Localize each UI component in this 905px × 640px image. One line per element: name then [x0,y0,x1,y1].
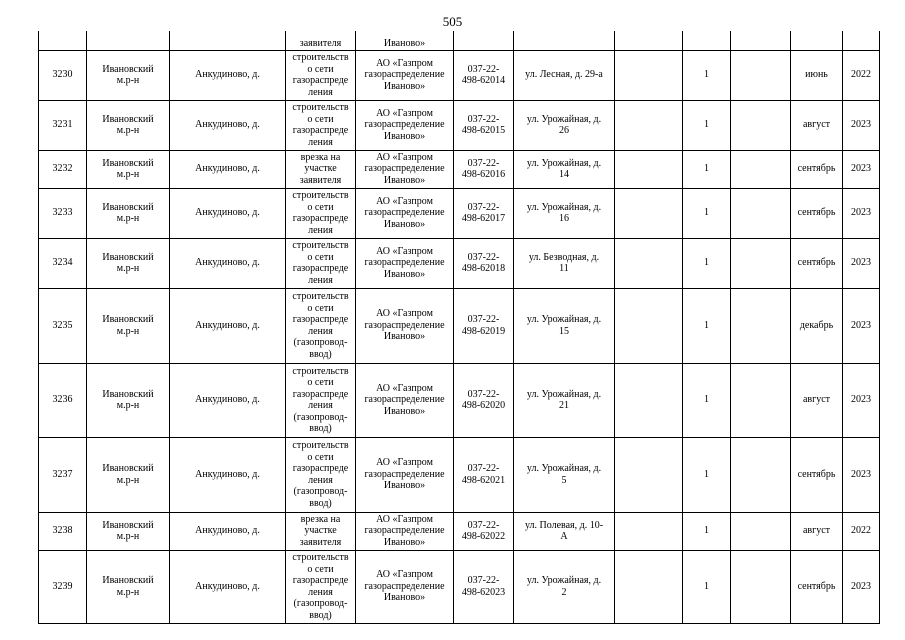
table-row [39,238,880,288]
cell-work: врезка на участке заявителя [286,150,356,188]
cell-address: ул. Полевая, д. 10- А [514,512,615,550]
cell-blank [615,150,683,188]
cell-code: 037-22- 498-62022 [454,512,514,550]
page-number: 505 [442,14,463,29]
cell-work: строительств о сети газораспреде ления [286,238,356,288]
cell-blank [731,150,791,188]
cell-blank [731,550,791,623]
cell-month: июнь [791,50,843,100]
cell-year: 2023 [843,238,880,288]
cell-settlement [170,31,286,50]
cell-district [87,31,170,50]
cell-num: 3236 [39,363,87,437]
cell-district: Ивановский м.р-н [87,288,170,363]
cell-code: 037-22- 498-62017 [454,188,514,238]
cell-district: Ивановский м.р-н [87,50,170,100]
cell-blank [615,188,683,238]
cell-blank [615,100,683,150]
cell-blank [731,238,791,288]
cell-org: АО «Газпром газораспределение Иваново» [356,100,454,150]
cell-work: строительств о сети газораспреде ления (газопровод- ввод) [286,288,356,363]
table-row [39,550,880,623]
cell-org: АО «Газпром газораспределение Иваново» [356,238,454,288]
cell-blank [731,50,791,100]
cell-district: Ивановский м.р-н [87,437,170,512]
table-row [39,437,880,512]
cell-qty: 1 [683,238,731,288]
cell-work: строительств о сети газораспреде ления (газопровод- ввод) [286,550,356,623]
continuation-row [39,31,880,50]
cell-qty: 1 [683,188,731,238]
table-row [39,188,880,238]
cell-month: сентябрь [791,188,843,238]
cell-code [454,31,514,50]
table-row [39,512,880,550]
cell-work: заявителя [286,31,356,50]
cell-month: август [791,100,843,150]
cell-blank [615,31,683,50]
cell-year: 2023 [843,100,880,150]
cell-work: строительств о сети газораспреде ления [286,188,356,238]
cell-qty: 1 [683,550,731,623]
cell-num: 3233 [39,188,87,238]
cell-num: 3238 [39,512,87,550]
cell-month: август [791,363,843,437]
cell-address: ул. Урожайная, д. 5 [514,437,615,512]
cell-settlement: Анкудиново, д. [170,150,286,188]
cell-address: ул. Урожайная, д. 21 [514,363,615,437]
cell-num: 3231 [39,100,87,150]
cell-blank [615,238,683,288]
cell-blank [731,100,791,150]
cell-qty: 1 [683,512,731,550]
cell-qty: 1 [683,50,731,100]
cell-month: сентябрь [791,550,843,623]
cell-qty: 1 [683,150,731,188]
table-row [39,150,880,188]
cell-qty: 1 [683,288,731,363]
cell-settlement: Анкудиново, д. [170,512,286,550]
cell-blank [731,363,791,437]
cell-code: 037-22- 498-62023 [454,550,514,623]
cell-num: 3237 [39,437,87,512]
cell-org: АО «Газпром газораспределение Иваново» [356,288,454,363]
cell-settlement: Анкудиново, д. [170,550,286,623]
cell-year: 2022 [843,50,880,100]
cell-year [843,31,880,50]
cell-num [39,31,87,50]
cell-num: 3235 [39,288,87,363]
cell-address: ул. Урожайная, д. 16 [514,188,615,238]
cell-address: ул. Урожайная, д. 2 [514,550,615,623]
cell-blank [731,288,791,363]
cell-year: 2023 [843,288,880,363]
cell-blank [731,31,791,50]
cell-settlement: Анкудиново, д. [170,288,286,363]
cell-year: 2023 [843,363,880,437]
cell-work: строительств о сети газораспреде ления (газопровод- ввод) [286,437,356,512]
cell-month: сентябрь [791,150,843,188]
cell-district: Ивановский м.р-н [87,100,170,150]
cell-code: 037-22- 498-62014 [454,50,514,100]
cell-month: август [791,512,843,550]
cell-org: АО «Газпром газораспределение Иваново» [356,150,454,188]
cell-settlement: Анкудиново, д. [170,100,286,150]
cell-district: Ивановский м.р-н [87,363,170,437]
table-body [39,31,880,623]
cell-blank [731,512,791,550]
cell-num: 3232 [39,150,87,188]
cell-address: ул. Урожайная, д. 14 [514,150,615,188]
cell-district: Ивановский м.р-н [87,550,170,623]
cell-year: 2023 [843,150,880,188]
cell-org: АО «Газпром газораспределение Иваново» [356,363,454,437]
cell-month: сентябрь [791,437,843,512]
cell-year: 2023 [843,437,880,512]
cell-blank [731,188,791,238]
cell-blank [615,512,683,550]
cell-org: АО «Газпром газораспределение Иваново» [356,437,454,512]
cell-org: АО «Газпром газораспределение Иваново» [356,188,454,238]
cell-org: АО «Газпром газораспределение Иваново» [356,512,454,550]
cell-code: 037-22- 498-62019 [454,288,514,363]
cell-district: Ивановский м.р-н [87,150,170,188]
cell-settlement: Анкудиново, д. [170,238,286,288]
cell-address: ул. Безводная, д. 11 [514,238,615,288]
cell-org: АО «Газпром газораспределение Иваново» [356,550,454,623]
table-row [39,363,880,437]
cell-code: 037-22- 498-62021 [454,437,514,512]
table-row [39,288,880,363]
cell-settlement: Анкудиново, д. [170,437,286,512]
cell-month: декабрь [791,288,843,363]
cell-blank [615,288,683,363]
cell-address: ул. Урожайная, д. 26 [514,100,615,150]
cell-month [791,31,843,50]
cell-blank [615,363,683,437]
cell-year: 2022 [843,512,880,550]
cell-work: врезка на участке заявителя [286,512,356,550]
cell-year: 2023 [843,188,880,238]
cell-address: ул. Урожайная, д. 15 [514,288,615,363]
cell-blank [615,50,683,100]
cell-settlement: Анкудиново, д. [170,188,286,238]
cell-code: 037-22- 498-62016 [454,150,514,188]
cell-qty: 1 [683,363,731,437]
cell-code: 037-22- 498-62015 [454,100,514,150]
cell-code: 037-22- 498-62020 [454,363,514,437]
cell-num: 3234 [39,238,87,288]
cell-district: Ивановский м.р-н [87,188,170,238]
gasification-table [38,31,880,624]
cell-qty [683,31,731,50]
cell-work: строительств о сети газораспреде ления [286,100,356,150]
table-row [39,50,880,100]
cell-year: 2023 [843,550,880,623]
cell-num: 3239 [39,550,87,623]
table-row [39,100,880,150]
cell-blank [615,550,683,623]
cell-qty: 1 [683,437,731,512]
cell-address: ул. Лесная, д. 29-а [514,50,615,100]
cell-district: Ивановский м.р-н [87,512,170,550]
cell-month: сентябрь [791,238,843,288]
cell-org: Иваново» [356,31,454,50]
cell-num: 3230 [39,50,87,100]
cell-settlement: Анкудиново, д. [170,50,286,100]
cell-work: строительств о сети газораспреде ления (газопровод- ввод) [286,363,356,437]
cell-address [514,31,615,50]
cell-blank [731,437,791,512]
cell-settlement: Анкудиново, д. [170,363,286,437]
cell-district: Ивановский м.р-н [87,238,170,288]
cell-qty: 1 [683,100,731,150]
cell-work: строительств о сети газораспреде ления [286,50,356,100]
cell-blank [615,437,683,512]
cell-org: АО «Газпром газораспределение Иваново» [356,50,454,100]
cell-code: 037-22- 498-62018 [454,238,514,288]
